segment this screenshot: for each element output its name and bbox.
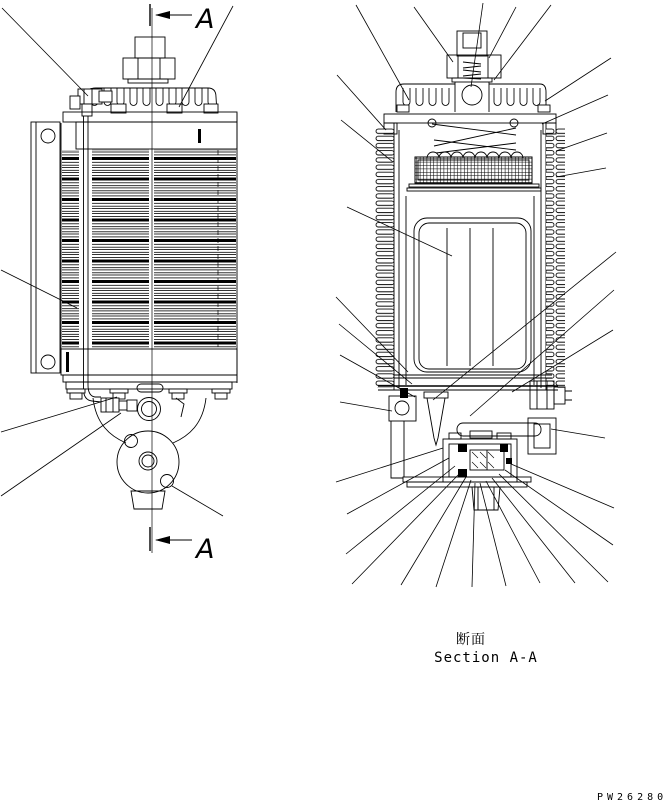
top-nut [123, 37, 175, 83]
section-arrow-label-top: A [196, 4, 215, 35]
drawing-number: PW26280 [597, 792, 668, 803]
flange-bolt [161, 475, 174, 488]
case-top-plate [384, 114, 556, 123]
section-arrow-label-bottom: A [196, 534, 215, 565]
section-view [336, 3, 616, 587]
caption-japanese: 断面 [456, 632, 486, 648]
filter-element [414, 218, 531, 372]
bracket-hole [41, 355, 55, 369]
upper-header [76, 122, 237, 149]
caption-english: Section A-A [434, 650, 538, 666]
valve-spring [463, 62, 481, 79]
lower-header [61, 349, 237, 375]
mounting-bracket [31, 122, 60, 373]
funnel-passage [427, 398, 445, 445]
section-cap [396, 84, 550, 112]
case-bottom [378, 375, 558, 390]
mesh-screen [407, 157, 541, 191]
flange-circle [117, 431, 179, 493]
element-spring [427, 119, 523, 158]
bracket-hole [41, 129, 55, 143]
bottom-valve-body [93, 384, 206, 509]
section-bottom-assembly [389, 381, 572, 510]
valve-ball [462, 85, 482, 105]
captions [434, 632, 667, 803]
front-view [1, 4, 237, 565]
